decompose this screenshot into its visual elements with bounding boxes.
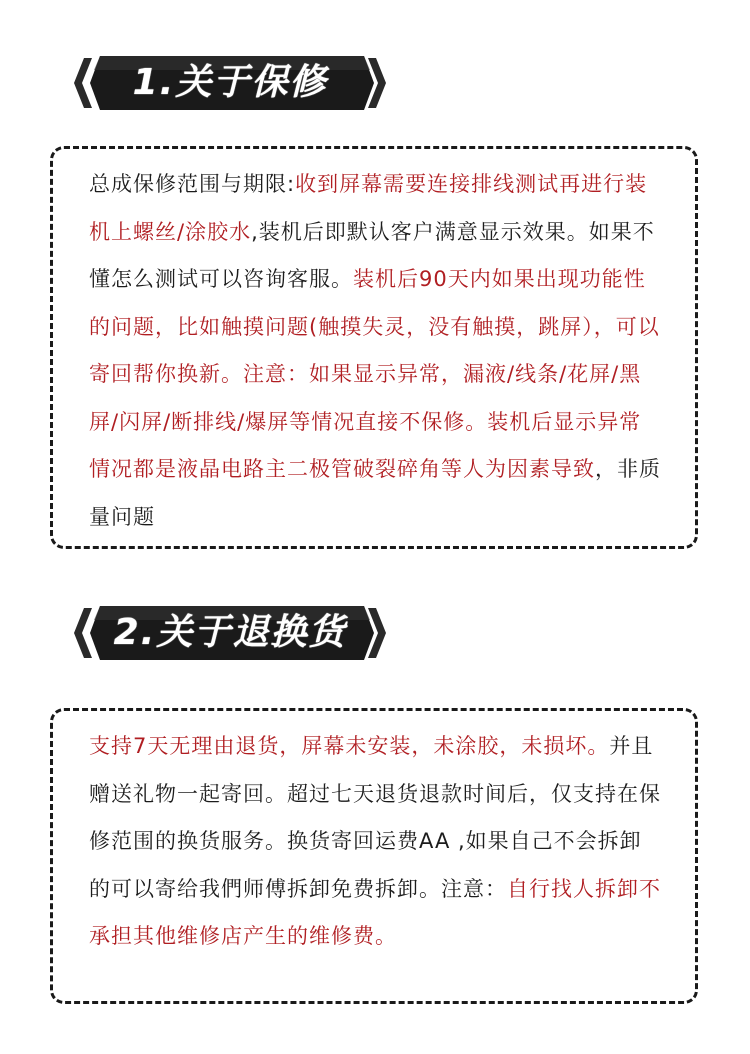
- return-text-segment: 并且赠送礼物一起寄回。超过七天退货退款时间后，仅支持在保修范围的换货服务。换货寄回运费AA ,如果自己不会拆卸的可以寄给我們师傅拆卸免费拆卸。注意：: [89, 734, 661, 901]
- warranty-text-segment: 收到屏幕需要连接排线测试再进行装机上螺丝/涂胶水: [89, 172, 648, 244]
- section-1-title: 1.关于保修: [132, 62, 328, 103]
- return-text-segment: 支持7天无理由退货，屏幕未安装，未涂胶，未损坏。: [89, 734, 610, 758]
- warranty-text-segment: 注意：如果显示异常，漏液/线条/花屏/黑屏/闪屏/断排线/爆屏等情况直接不保修。装机后显示异常情况都是液晶电路主二极管破裂碎角等人为因素导致: [89, 362, 642, 481]
- section-1-title-banner: [60, 56, 400, 110]
- return-paragraph: [89, 723, 661, 961]
- warranty-info-box: [50, 146, 698, 549]
- return-info-box: [50, 708, 698, 1004]
- section-2-title-banner: [60, 606, 400, 660]
- warranty-text-segment: 装机后90天内如果出现功能性的问题，比如触摸问题(触摸失灵，没有触摸，跳屏），可以寄回帮你换新。: [89, 267, 660, 386]
- section-2-title: 2.关于退换货: [113, 612, 347, 653]
- warranty-paragraph: [89, 161, 661, 541]
- return-text-segment: 自行找人拆卸不承担其他维修店产生的维修费。: [89, 876, 661, 948]
- warranty-text-segment: ，非质量问题: [89, 457, 661, 529]
- warranty-text-segment: 总成保修范围与期限:: [89, 172, 296, 196]
- warranty-text-segment: ,装机后即默认客户满意显示效果。如果不懂怎么测试可以咨询客服。: [89, 219, 655, 291]
